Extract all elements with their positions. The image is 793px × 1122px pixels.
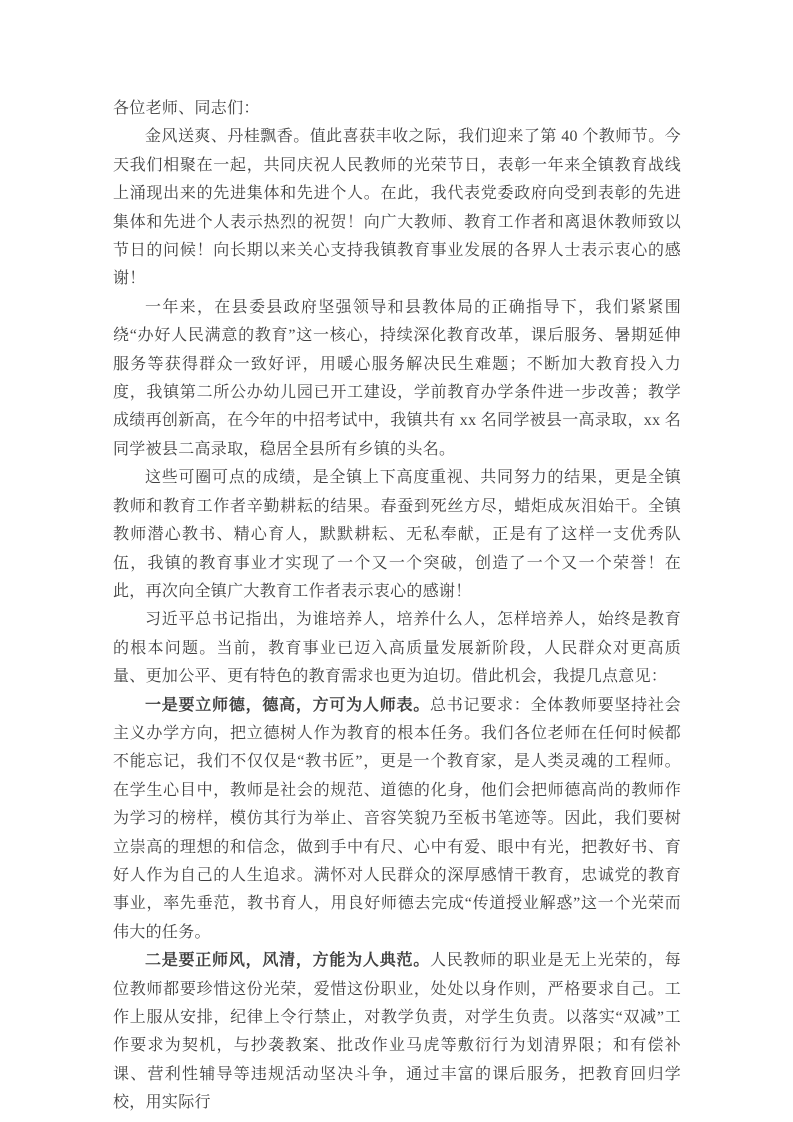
- document-content: [113, 95, 681, 1118]
- paragraph-point-two: [113, 947, 681, 1117]
- paragraph-lead-bold: 二是要正师风，风清，方能为人典范。: [145, 952, 430, 970]
- paragraph-achievements: [113, 464, 681, 606]
- paragraph-text: 金风送爽、丹桂飘香。值此喜获丰收之际，我们迎来了第 40 个教师节。今天我们相聚在一起，共同庆祝人民教师的光荣节日，表彰一年来全镇教育战线上涌现出来的先进集体和先进个人。在此，我代表党委政府向受到表彰的先进集体和先进个人表示热烈的祝贺！向广大教师、教育工作者和离退休教师致以节日的问候！向长期以来关心支持我镇教育事业发展的各界人士表示衷心的感谢！: [113, 128, 681, 288]
- paragraph-text: 一年来，在县委县政府坚强领导和县教体局的正确指导下，我们紧紧围绕“办好人民满意的教育”这一核心，持续深化教育改革，课后服务、暑期延伸服务等获得群众一致好评，用暖心服务解决民生难题；不断加大教育投入力度，我镇第二所公办幼儿园已开工建设，学前教育办学条件进一步改善；教学成绩再创新高，在今年的中招考试中，我镇共有 xx 名同学被县一高录取，xx 名同学被县二高录取，稳居全县所有乡镇的头名。: [113, 298, 681, 458]
- paragraph-lead-bold: 一是要立师德，德高，方可为人师表。: [145, 696, 430, 714]
- paragraph-text: 习近平总书记指出，为谁培养人，培养什么人，怎样培养人，始终是教育的根本问题。当前，教育事业已迈入高质量发展新阶段，人民群众对更高质量、更加公平、更有特色的教育需求也更为迫切。借此机会，我提几点意见：: [113, 611, 681, 686]
- paragraph-point-one: [113, 692, 681, 948]
- paragraph-text: 总书记要求：全体教师要坚持社会主义办学方向，把立德树人作为教育的根本任务。我们各位老师在任何时候都不能忘记，我们不仅仅是“教书匠”，更是一个教育家，是人类灵魂的工程师。在学生心目中，教师是社会的规范、道德的化身，他们会把师德高尚的教师作为学习的榜样，模仿其行为举止、音容笑貌乃至板书笔迹等。因此，我们要树立崇高的理想的和信念，做到手中有尺、心中有爱、眼中有光，把教好书、育好人作为自己的人生追求。满怀对人民群众的深厚感情干教育，忠诚党的教育事业，率先垂范，教书育人，用良好师德去完成“传道授业解惑”这一个光荣而伟大的任务。: [113, 696, 681, 941]
- paragraph-text: 人民教师的职业是无上光荣的，每位教师都要珍惜这份光荣，爱惜这份职业，处处以身作则，严格要求自己。工作上服从安排，纪律上令行禁止，对教学负责，对学生负责。以落实“双减”工作要求为契机，与抄袭教案、批改作业马虎等敷衍行为划清界限；和有偿补课、营利性辅导等违规活动坚决斗争，通过丰富的课后服务，把教育回归学校，用实际行: [113, 952, 681, 1112]
- paragraph-text: 这些可圈可点的成绩，是全镇上下高度重视、共同努力的结果，更是全镇教师和教育工作者辛勤耕耘的结果。春蚕到死丝方尽，蜡炬成灰泪始干。全镇教师潜心教书、精心育人，默默耕耘、无私奉献，正是有了这样一支优秀队伍，我镇的教育事业才实现了一个又一个突破，创造了一个又一个荣誉！在此，再次向全镇广大教育工作者表示衷心的感谢！: [113, 469, 681, 600]
- paragraph-opening: [113, 123, 681, 293]
- paragraph-yearly-review: [113, 294, 681, 464]
- paragraph-guidance: [113, 606, 681, 691]
- salutation-text: 各位老师、同志们：: [113, 100, 260, 117]
- salutation: [113, 95, 681, 123]
